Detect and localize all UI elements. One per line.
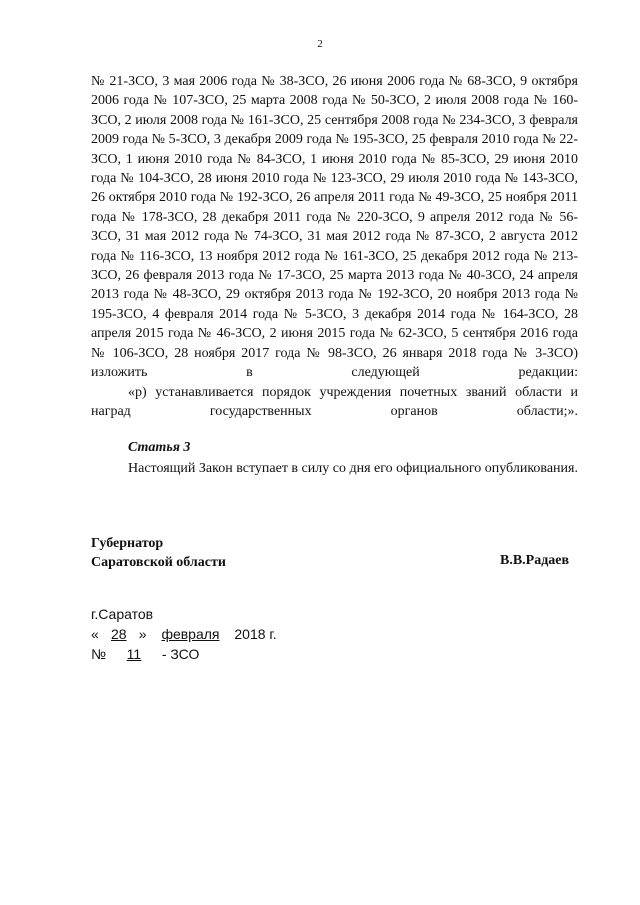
place-of-signing: г.Саратов xyxy=(91,606,154,622)
law-number-suffix: - ЗСО xyxy=(161,646,200,662)
date-close-quote: » xyxy=(138,626,147,642)
date-month: февраля xyxy=(161,626,220,642)
law-number-prefix: № xyxy=(91,646,107,662)
signatory-name: В.В.Радаев xyxy=(500,553,570,568)
article-3-text: Настоящий Закон вступает в силу со дня его официального опубликования. xyxy=(128,461,578,476)
signature-title-line-1: Губернатор xyxy=(91,536,164,551)
amendment-list-paragraph: № 21-ЗСО, 3 мая 2006 года № 38-ЗСО, 26 июня 2006 года № 68-ЗСО, 9 октября 2006 года № 107-ЗСО, 25 марта 2008 года № 50-ЗСО, 2 июля 2008 года № 160-ЗСО, 2 июля 2008 года № 161-ЗСО, 25 сентября 2008 года № 234-ЗСО, 3 февраля 2009 года № 5-ЗСО, 3 декабря 2009 года № 195-ЗСО, 25 февраля 2010 года № 22-ЗСО, 1 июня 2010 года № 84-ЗСО, 1 июня 2010 года № 85-ЗСО, 29 июня 2010 года № 104-ЗСО, 28 июня 2010 года № 123-ЗСО, 29 июля 2010 года № 143-ЗСО, 26 октября 2010 года № 192-ЗСО, 26 апреля 2011 года № 49-ЗСО, 25 ноября 2011 года № 178-ЗСО, 28 декабря 2011 года № 220-ЗСО, 9 апреля 2012 года № 56-ЗСО, 31 мая 2012 года № 74-ЗСО, 31 мая 2012 года № 87-ЗСО, 2 августа 2012 года № 116-ЗСО, 13 ноября 2012 года № 161-ЗСО, 25 декабря 2012 года № 213-ЗСО, 26 февраля 2013 года № 17-ЗСО, 25 марта 2013 года № 40-ЗСО, 24 апреля 2013 года № 48-ЗСО, 29 октября 2013 года № 192-ЗСО, 20 ноября 2013 года № 195-ЗСО, 4 февраля 2014 года № 5-ЗСО, 3 декабря 2014 года № 164-ЗСО, 28 апреля 2015 года № 46-ЗСО, 2 июня 2015 года № 62-ЗСО, 5 сентября 2016 года № 106-ЗСО, 28 ноября 2017 года № 98-ЗСО, 26 января 2018 года № 3-ЗСО) изложить в следующей редакции: xyxy=(91,74,578,381)
signature-title xyxy=(91,534,226,572)
signature-title-line-2: Саратовской области xyxy=(91,555,226,570)
law-number xyxy=(91,644,277,664)
date-year: 2018 г. xyxy=(234,626,277,642)
date-of-signing xyxy=(91,624,277,644)
article-3-title: Статья 3 xyxy=(128,440,191,455)
date-day: 28 xyxy=(111,626,127,642)
page-number: 2 xyxy=(317,38,323,50)
date-open-quote: « xyxy=(91,626,99,642)
law-body-text xyxy=(91,72,578,421)
law-number-value: 11 xyxy=(126,646,142,662)
amendment-clause-paragraph: «р) устанавливается порядок учреждения почетных званий области и наград государственных органов области;». xyxy=(91,384,578,419)
place-and-date-block xyxy=(91,604,277,664)
